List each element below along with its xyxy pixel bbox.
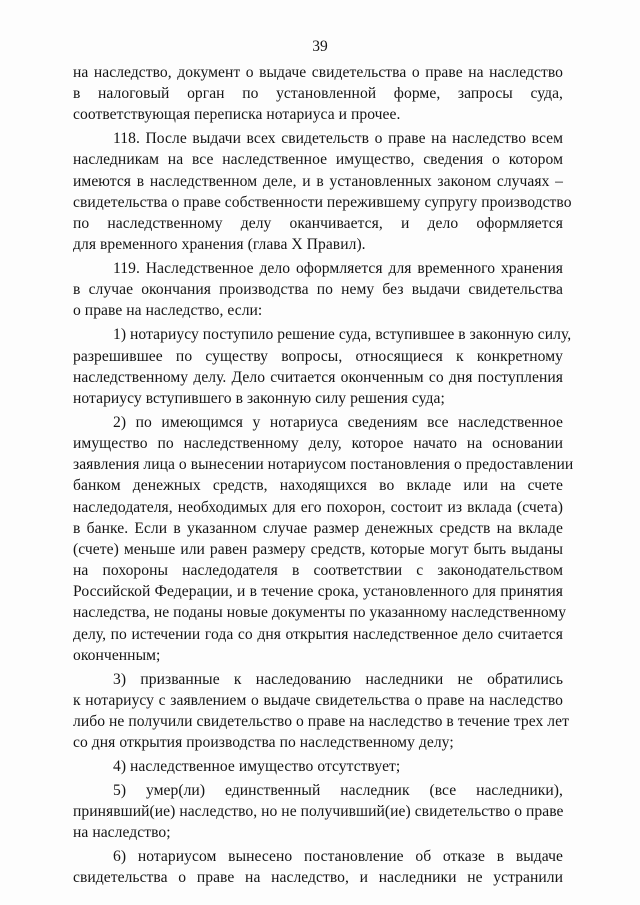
text-line: банком денежных средств, находящихся во вкладе или на счете	[73, 477, 563, 495]
text-line: свидетельства о праве собственности пережившему супругу производство	[73, 193, 572, 211]
text-line: 119. Наследственное дело оформляется для временного хранения	[113, 260, 563, 278]
text-line: 6) нотариусом вынесено постановление об отказе в выдаче	[113, 848, 563, 866]
paragraph-p-119-6	[73, 846, 563, 888]
paragraph-p-119-1	[73, 324, 572, 409]
text-line: наследникам на все наследственное имущество, сведения о котором	[73, 151, 563, 169]
text-line: 4) наследственное имущество отсутствует;	[113, 758, 401, 776]
text-line: о праве на наследство, если:	[73, 302, 263, 320]
text-line: наследства, не поданы новые документы по указанному наследственному	[73, 604, 567, 622]
text-line: оконченным;	[73, 646, 161, 664]
text-line: в случае окончания производства по нему без выдачи свидетельства	[73, 281, 563, 299]
page-number: 39	[312, 38, 328, 55]
text-line: со дня открытия производства по наследственному делу;	[73, 734, 454, 752]
text-line: заявления лица о вынесении нотариусом постановления о предоставлении	[73, 456, 574, 474]
paragraph-p-118	[73, 128, 572, 255]
text-line: свидетельства о праве на наследство, и наследники не устранили	[73, 869, 563, 887]
text-line: на похороны наследодателя в соответствии с законодательством	[73, 562, 563, 580]
text-line: к нотариусу с заявлением о выдаче свидетельства о праве на наследство	[73, 691, 563, 709]
paragraph-p-119-5	[73, 780, 563, 844]
text-line: соответствующая переписка нотариуса и прочее.	[73, 106, 401, 124]
text-line: 1) нотариусу поступило решение суда, вступившее в законную силу,	[113, 326, 572, 344]
text-line: 2) по имеющимся у нотариуса сведениям все наследственное	[113, 413, 563, 431]
text-line: наследственному делу. Дело считается оконченным со дня поступления	[73, 368, 563, 386]
text-line: 118. После выдачи всех свидетельств о праве на наследство всем	[113, 130, 563, 148]
text-line: (счете) меньше или равен размеру средств, которые могут быть выданы	[73, 540, 563, 558]
text-line: делу, по истечении года со дня открытия наследственное дело считается	[73, 625, 563, 643]
paragraph-p-119	[73, 258, 563, 322]
text-line: в налоговый орган по установленной форме, запросы суда,	[73, 85, 563, 103]
text-line: Российской Федерации, и в течение срока, установленного для принятия	[73, 583, 563, 601]
text-line: либо не получили свидетельство о праве на наследство в течение трех лет	[73, 713, 569, 731]
paragraph-p-119-2	[73, 412, 574, 666]
text-line: имущество по наследственному делу, которое начато на основании	[73, 434, 563, 452]
text-line: разрешившее по существу вопросы, относящиеся к конкретному	[73, 347, 563, 365]
paragraph-p-119-3	[73, 669, 569, 754]
text-line: 5) умер(ли) единственный наследник (все наследники),	[113, 782, 563, 799]
text-line: в банке. Если в указанном случае размер денежных средств на вкладе	[73, 519, 563, 537]
text-line: для временного хранения (глава X Правил).	[73, 236, 366, 254]
text-line: имеются в наследственном деле, и в установленных законом случаях –	[73, 172, 563, 190]
text-line: 3) призванные к наследованию наследники не обратились	[113, 670, 563, 688]
text-line: нотариусу вступившего в законную силу решения суда;	[73, 389, 445, 407]
text-line: на наследство;	[73, 824, 171, 842]
document-body	[73, 62, 574, 891]
paragraph-p-continuation	[73, 62, 563, 126]
text-line: на наследство, документ о выдаче свидетельства о праве на наследство	[73, 64, 563, 81]
text-line: наследодателя, необходимых для его похорон, состоит из вклада (счета)	[73, 498, 563, 516]
text-line: принявший(ие) наследство, но не получивший(ие) свидетельство о праве	[73, 803, 564, 821]
text-line: по наследственному делу оканчивается, и дело оформляется	[73, 215, 563, 232]
paragraph-p-119-4	[73, 756, 563, 777]
